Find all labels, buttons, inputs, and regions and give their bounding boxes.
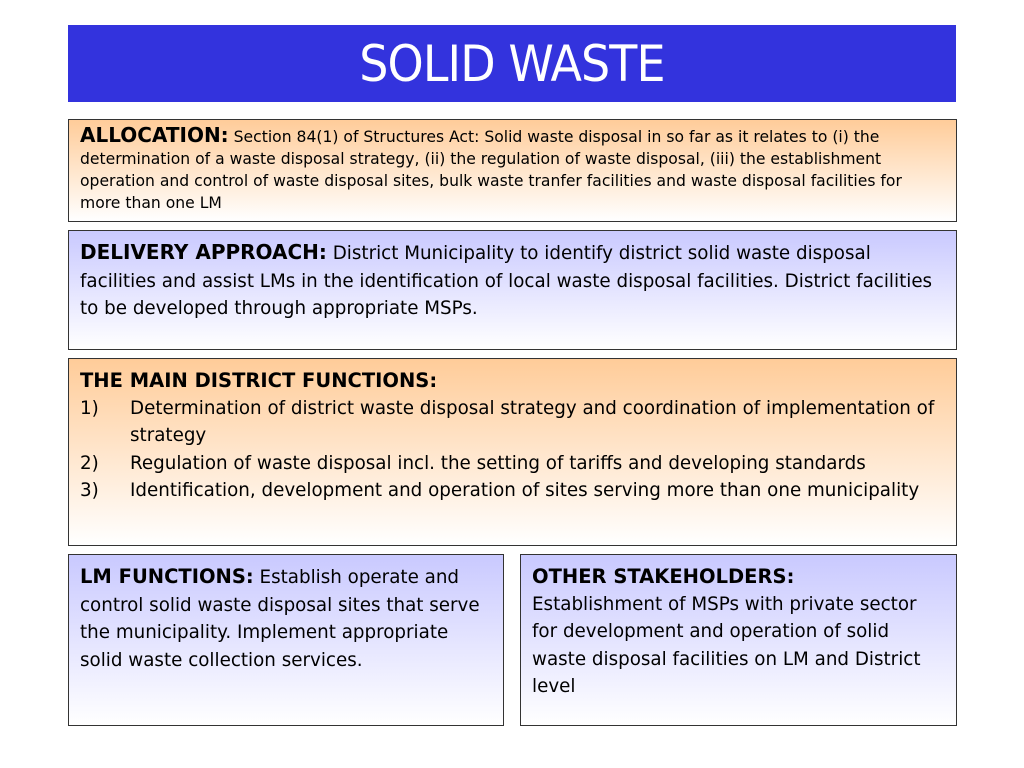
list-item-text: Identification, development and operation of sites serving more than one municipality bbox=[130, 480, 920, 501]
list-item-number: 2) bbox=[80, 452, 99, 474]
other-stakeholders-box bbox=[520, 554, 957, 726]
allocation-heading: ALLOCATION: bbox=[80, 123, 229, 147]
list-item bbox=[80, 477, 946, 505]
list-item-number: 1) bbox=[80, 397, 99, 419]
other-stakeholders-text: Establishment of MSPs with private sector for development and operation of solid waste disposal facilities on LM and District level bbox=[532, 593, 921, 697]
list-item-text: Regulation of waste disposal incl. the setting of tariffs and developing standards bbox=[130, 452, 866, 474]
list-item bbox=[80, 450, 946, 478]
slide-title: SOLID WASTE bbox=[359, 34, 665, 93]
list-item-text: Determination of district waste disposal strategy and coordination of implementation of strategy bbox=[130, 397, 935, 446]
title-bar bbox=[68, 25, 956, 102]
delivery-heading: DELIVERY APPROACH: bbox=[80, 240, 327, 264]
list-item bbox=[80, 395, 946, 450]
lm-functions-box bbox=[68, 554, 504, 726]
main-district-functions-box bbox=[68, 358, 957, 546]
allocation-box bbox=[68, 119, 957, 222]
delivery-approach-box bbox=[68, 230, 957, 350]
lm-functions-text: Establish operate and control solid waste disposal sites that serve the municipality. Implement appropriate solid waste collection services. bbox=[80, 567, 480, 671]
main-functions-heading: THE MAIN DISTRICT FUNCTIONS: bbox=[80, 369, 438, 392]
main-functions-list bbox=[80, 395, 946, 505]
delivery-text: District Municipality to identify district solid waste disposal facilities and assist LMs in the identification of local waste disposal facilities. District facilities to be developed through appropriate MSPs. bbox=[80, 243, 933, 319]
lm-functions-heading: LM FUNCTIONS: bbox=[80, 565, 254, 588]
other-stakeholders-heading: OTHER STAKEHOLDERS: bbox=[532, 565, 795, 588]
allocation-text: Section 84(1) of Structures Act: Solid waste disposal in so far as it relates to (i) the determination of a waste disposal strategy, (ii) the regulation of waste disposal, (iii) the establishment operation and control of waste disposal sites, bulk waste tranfer facilities and waste disposal facilities for more than one LM bbox=[80, 128, 902, 212]
list-item-number: 3) bbox=[80, 480, 99, 501]
